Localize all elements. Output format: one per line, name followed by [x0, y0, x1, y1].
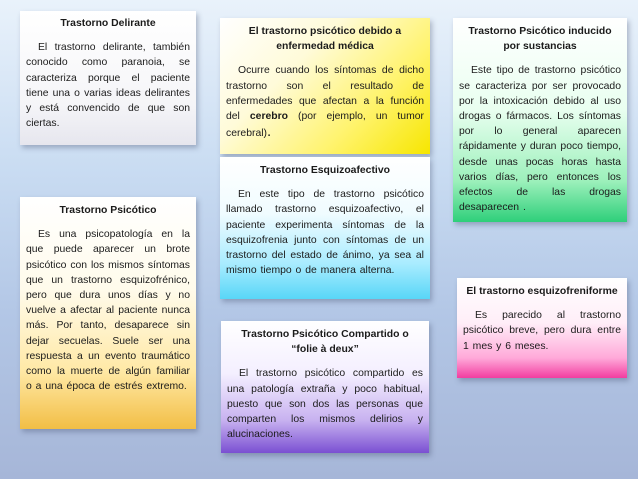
card-esquizofreniforme: [457, 278, 627, 378]
card-body: [226, 63, 424, 141]
card-title: El trastorno esquizofreniforme: [466, 286, 618, 297]
card-esquizoafectivo: [220, 157, 430, 299]
card-trastorno-psicotico: [20, 197, 196, 429]
card-body-text: Ocurre cuando los síntomas de dicho trastorno son el resultado de enfermedades que afectan a la función del: [226, 65, 424, 123]
card-title: Trastorno Delirante: [60, 18, 156, 29]
card-trastorno-delirante: [20, 11, 196, 145]
card-body-period: .: [267, 123, 272, 141]
card-inducido-sustancias: [453, 18, 627, 222]
card-body: El trastorno psicótico compartido es una patología extraña y poco habitual, puesto que son dos las personas que comparten los mismos delirios y alucinaciones.: [227, 368, 423, 441]
card-body: El trastorno delirante, también conocido como paranoia, se caracteriza porque el paciente tiene una o varias ideas delirantes y está convencido de que son ciertas.: [26, 42, 190, 130]
card-body-bold: cerebro: [249, 111, 289, 123]
card-title: Trastorno Psicótico Compartido o “folie à deux”: [241, 329, 409, 356]
card-body: Este tipo de trastorno psicótico se caracteriza por ser provocado por la intoxicación debido al uso drogas o fármacos. Los síntomas por lo general aparecen rápidamente y duran poco tiempo, desde unas pocas horas hasta varios días, pero entonces los efectos de las drogas desaparecen .: [459, 65, 621, 214]
card-title: Trastorno Psicótico: [59, 205, 157, 216]
card-title: Trastorno Psicótico inducido por sustancias: [468, 26, 612, 53]
card-body: Es parecido al trastorno psicótico breve, pero dura entre 1 mes y 6 meses.: [463, 310, 621, 352]
card-body: Es una psicopatología en la que puede aparecer un brote psicótico con los mismos síntomas que un trastorno esquizofrénico, pero que dura unos días y no vuelve a afectar al paciente nunca más. Por tanto, desaparece sin dejar secuelas. Suele ser una respuesta a un evento traumático como la muerte de algún familiar o a una época de estrés extremo.: [26, 229, 190, 393]
card-title: Trastorno Esquizoafectivo: [260, 165, 390, 176]
card-enfermedad-medica: [220, 18, 430, 154]
card-psicotico-compartido: [221, 321, 429, 453]
card-body-text-end: (por ejemplo, un tumor cerebral): [226, 111, 424, 140]
card-title: El trastorno psicótico debido a enfermedad médica: [248, 26, 402, 53]
card-body: En este tipo de trastorno psicótico llamado trastorno esquizoafectivo, el paciente experimenta síntomas de la esquizofrenia junto con síntomas de un trastorno del estado de ánimo, ya sea al mismo tiempo o de manera alterna.: [226, 189, 424, 277]
